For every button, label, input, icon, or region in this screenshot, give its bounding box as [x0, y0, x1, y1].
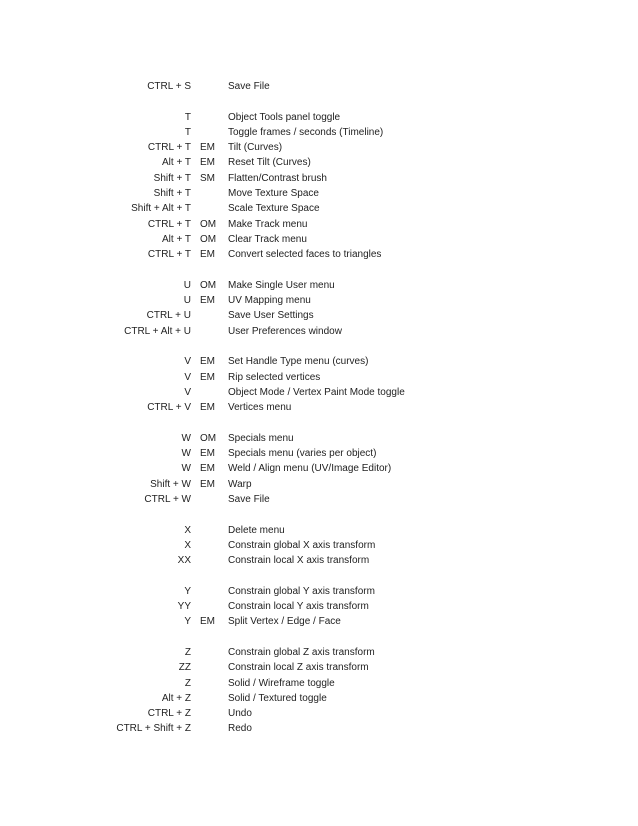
- shortcut-description: Scale Texture Space: [228, 203, 320, 215]
- shortcut-key: X: [184, 539, 191, 551]
- shortcut-key: ZZ: [178, 662, 191, 674]
- shortcut-row: [0, 186, 638, 201]
- shortcut-row: [0, 431, 638, 446]
- shortcut-row: [0, 461, 638, 476]
- shortcut-row: [0, 155, 638, 170]
- shortcut-mode: EM: [200, 478, 215, 490]
- shortcut-key: CTRL + T: [147, 249, 191, 261]
- shortcut-description: Constrain local Z axis transform: [228, 662, 369, 674]
- group-spacer: [0, 263, 638, 278]
- shortcut-description: Set Handle Type menu (curves): [228, 356, 369, 368]
- shortcut-mode: EM: [200, 448, 215, 460]
- shortcut-key: X: [184, 524, 191, 536]
- shortcut-row: [0, 354, 638, 369]
- group-spacer: [0, 630, 638, 645]
- shortcut-description: Make Single User menu: [228, 279, 335, 291]
- shortcut-key: CTRL + T: [147, 142, 191, 154]
- shortcut-key: Y: [184, 616, 191, 628]
- shortcut-description: User Preferences window: [228, 325, 342, 337]
- shortcut-row: [0, 110, 638, 125]
- shortcut-row: [0, 293, 638, 308]
- shortcut-description: Split Vertex / Edge / Face: [228, 616, 341, 628]
- shortcut-key: V: [184, 371, 191, 383]
- shortcut-row: [0, 140, 638, 155]
- shortcut-key: CTRL + W: [144, 494, 191, 506]
- shortcut-row: [0, 232, 638, 247]
- shortcut-key: Shift + W: [150, 478, 191, 490]
- shortcut-key: U: [183, 279, 191, 291]
- shortcut-row: [0, 278, 638, 293]
- shortcut-description: Toggle frames / seconds (Timeline): [228, 126, 384, 138]
- shortcut-key: Shift + Alt + T: [131, 203, 191, 215]
- shortcut-row: [0, 676, 638, 691]
- shortcut-key: Alt + T: [162, 233, 191, 245]
- shortcut-key: W: [181, 463, 191, 475]
- shortcut-description: Weld / Align menu (UV/Image Editor): [228, 463, 392, 475]
- shortcut-row: [0, 370, 638, 385]
- shortcut-description: Make Track menu: [228, 218, 308, 230]
- shortcut-row: [0, 385, 638, 400]
- shortcut-description: Delete menu: [228, 524, 285, 536]
- shortcut-mode: EM: [200, 402, 215, 414]
- group-spacer: [0, 416, 638, 431]
- shortcut-row: [0, 614, 638, 629]
- shortcut-description: Constrain global Y axis transform: [228, 585, 375, 597]
- shortcut-mode: OM: [200, 218, 217, 230]
- shortcut-description: Move Texture Space: [228, 188, 319, 200]
- shortcut-row: [0, 645, 638, 660]
- shortcut-key: Shift + T: [153, 188, 191, 200]
- shortcut-row: [0, 492, 638, 507]
- shortcut-key: XX: [177, 555, 191, 567]
- shortcut-description: Vertices menu: [228, 402, 292, 414]
- shortcut-mode: OM: [200, 233, 217, 245]
- shortcut-row: [0, 201, 638, 216]
- shortcut-description: Solid / Textured toggle: [228, 692, 327, 704]
- shortcut-mode: OM: [200, 432, 217, 444]
- shortcut-description: Constrain local X axis transform: [228, 555, 370, 567]
- shortcut-mode: EM: [200, 356, 215, 368]
- group-spacer: [0, 569, 638, 584]
- shortcut-mode: EM: [200, 249, 215, 261]
- group-spacer: [0, 339, 638, 354]
- group-spacer: [0, 507, 638, 522]
- shortcut-row: [0, 324, 638, 339]
- shortcut-description: Save User Settings: [228, 310, 314, 322]
- shortcut-mode: EM: [200, 142, 215, 154]
- shortcut-row: [0, 79, 638, 94]
- shortcut-description: Constrain local Y axis transform: [228, 601, 369, 613]
- shortcut-row: [0, 706, 638, 721]
- shortcut-mode: EM: [200, 371, 215, 383]
- shortcut-description: Object Tools panel toggle: [228, 111, 341, 123]
- shortcut-mode: OM: [200, 279, 217, 291]
- shortcut-key: YY: [177, 601, 191, 613]
- shortcut-key: Z: [184, 677, 191, 689]
- shortcut-description: Rip selected vertices: [228, 371, 321, 383]
- shortcut-row: [0, 171, 638, 186]
- shortcut-row: [0, 125, 638, 140]
- shortcut-row: [0, 721, 638, 736]
- shortcut-mode: EM: [200, 295, 215, 307]
- shortcut-key: Alt + Z: [161, 692, 191, 704]
- shortcut-mode: SM: [200, 172, 215, 184]
- shortcut-key: CTRL + T: [147, 218, 191, 230]
- shortcut-key: CTRL + Shift + Z: [116, 723, 191, 735]
- shortcut-description: Undo: [228, 708, 252, 720]
- shortcut-mode: EM: [200, 616, 215, 628]
- shortcut-key: Shift + T: [153, 172, 191, 184]
- group-spacer: [0, 94, 638, 109]
- shortcut-mode: EM: [200, 463, 215, 475]
- shortcut-description: Constrain global X axis transform: [228, 539, 376, 551]
- shortcut-key: CTRL + U: [146, 310, 191, 322]
- shortcut-description: Reset Tilt (Curves): [228, 157, 311, 169]
- shortcut-row: [0, 538, 638, 553]
- shortcut-key: CTRL + V: [147, 402, 191, 414]
- shortcut-row: [0, 477, 638, 492]
- shortcut-row: [0, 691, 638, 706]
- shortcut-key: T: [184, 111, 191, 123]
- shortcut-key: V: [184, 356, 191, 368]
- shortcut-row: [0, 553, 638, 568]
- shortcut-row: [0, 247, 638, 262]
- shortcut-key: CTRL + S: [147, 81, 191, 92]
- shortcut-row: [0, 217, 638, 232]
- shortcut-row: [0, 400, 638, 415]
- shortcut-description: UV Mapping menu: [228, 295, 311, 307]
- shortcut-key: U: [183, 295, 191, 307]
- shortcut-description: Flatten/Contrast brush: [228, 172, 327, 184]
- shortcut-key: T: [184, 126, 191, 138]
- shortcut-row: [0, 523, 638, 538]
- shortcut-description: Object Mode / Vertex Paint Mode toggle: [228, 386, 405, 398]
- shortcut-description: Save File: [228, 494, 270, 506]
- shortcut-row: [0, 660, 638, 675]
- shortcut-description: Clear Track menu: [228, 233, 307, 245]
- shortcut-description: Solid / Wireframe toggle: [228, 677, 335, 689]
- shortcut-description: Tilt (Curves): [228, 142, 283, 154]
- shortcut-row: [0, 446, 638, 461]
- shortcut-description: Warp: [228, 478, 252, 490]
- shortcut-description: Convert selected faces to triangles: [228, 249, 382, 261]
- shortcut-key: CTRL + Z: [147, 708, 191, 720]
- shortcut-key: Y: [184, 585, 191, 597]
- shortcut-key: W: [181, 448, 191, 460]
- shortcut-mode: EM: [200, 157, 215, 169]
- shortcut-key: Z: [184, 646, 191, 658]
- shortcut-row: [0, 584, 638, 599]
- shortcut-description: Redo: [228, 723, 252, 735]
- shortcut-key: CTRL + Alt + U: [124, 325, 191, 337]
- shortcut-description: Specials menu (varies per object): [228, 448, 377, 460]
- shortcut-description: Constrain global Z axis transform: [228, 646, 375, 658]
- shortcut-key: Alt + T: [162, 157, 191, 169]
- shortcut-row: [0, 599, 638, 614]
- shortcut-key: W: [181, 432, 191, 444]
- shortcut-key: V: [184, 386, 191, 398]
- shortcut-description: Specials menu: [228, 432, 294, 444]
- shortcut-table: [0, 79, 638, 737]
- shortcut-description: Save File: [228, 81, 270, 92]
- shortcut-row: [0, 308, 638, 323]
